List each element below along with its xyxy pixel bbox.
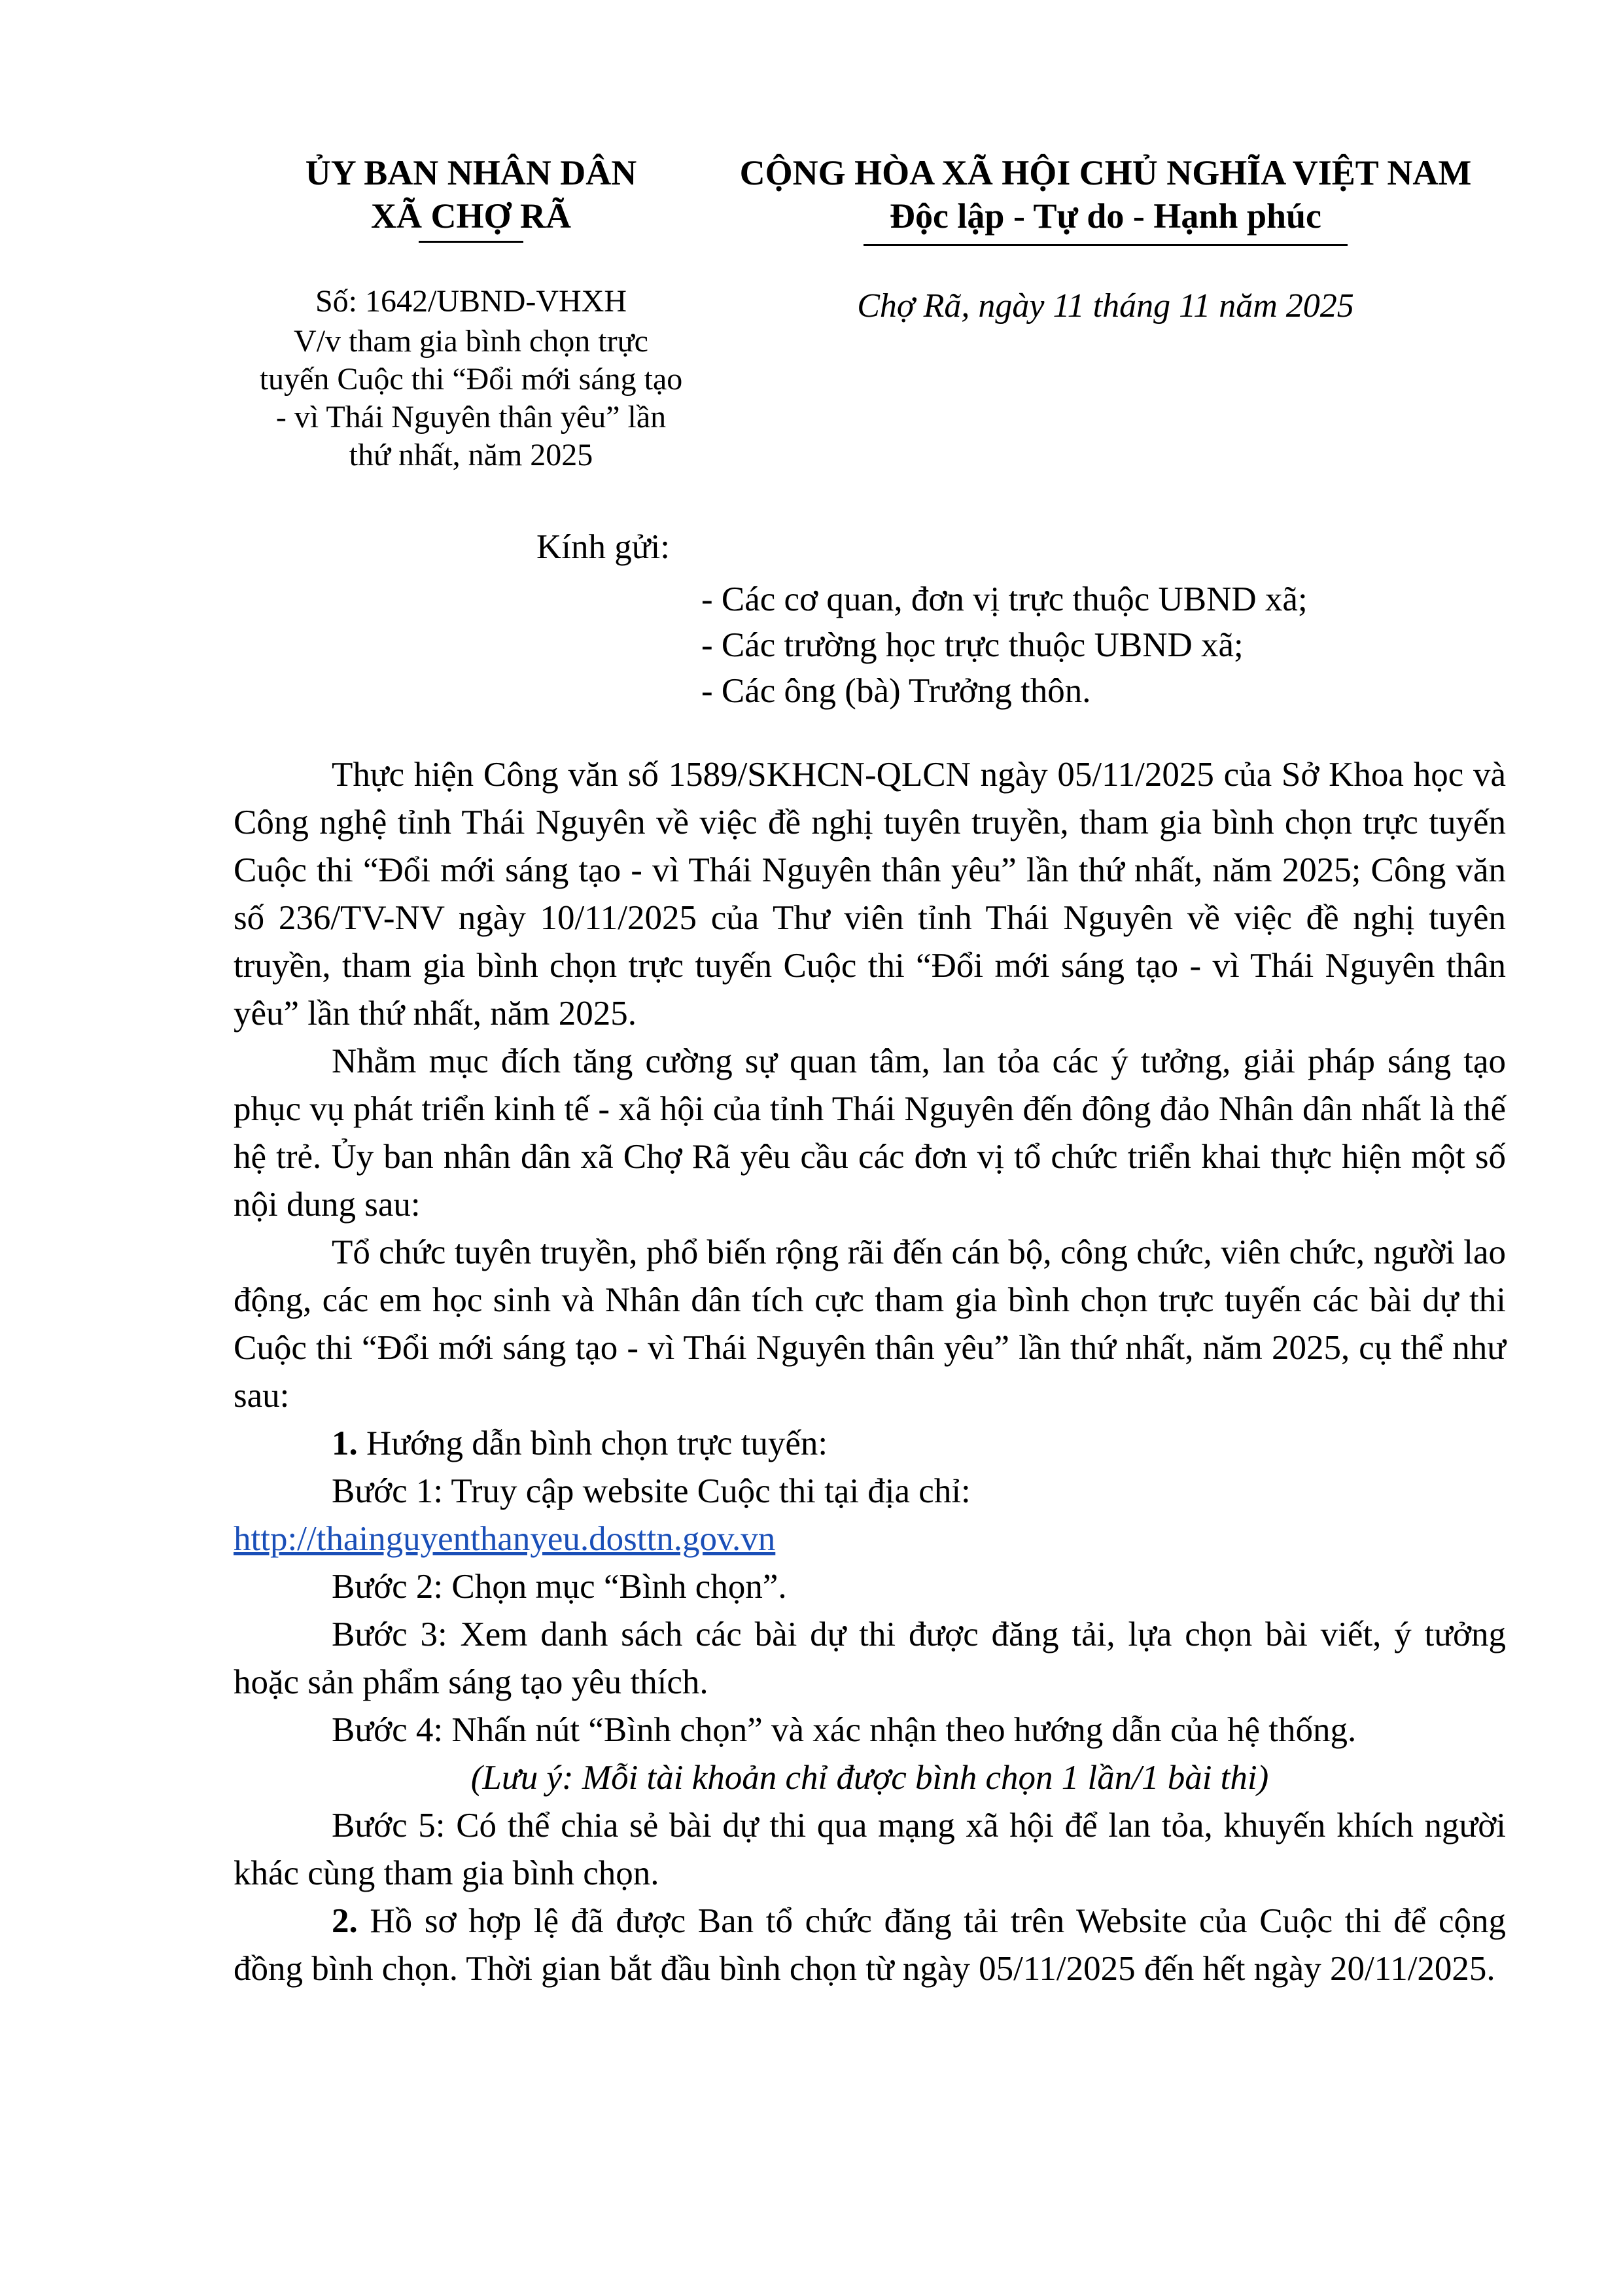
- step-3: Bước 3: Xem danh sách các bài dự thi được đăng tải, lựa chọn bài viết, ý tưởng hoặc sản phẩm sáng tạo yêu thích.: [234, 1616, 1506, 1701]
- step-1: Bước 1: Truy cập website Cuộc thi tại địa chỉ:: [332, 1472, 971, 1510]
- recipient-item: - Các cơ quan, đơn vị trực thuộc UBND xã;: [701, 580, 1308, 618]
- motto-underline: [864, 244, 1348, 246]
- subject-line: tuyến Cuộc thi “Đổi mới sáng tạo: [259, 362, 683, 397]
- step-4: Bước 4: Nhấn nút “Bình chọn” và xác nhận theo hướng dẫn của hệ thống.: [332, 1711, 1357, 1749]
- step-5: Bước 5: Có thể chia sẻ bài dự thi qua mạng xã hội để lan tỏa, khuyến khích người khác cùng tham gia bình chọn.: [234, 1807, 1506, 1892]
- subject-line: V/v tham gia bình chọn trực: [294, 324, 648, 359]
- agency-subname: XÃ CHỢ RÃ: [371, 196, 571, 236]
- nation-title: CỘNG HÒA XÃ HỘI CHỦ NGHĨA VIỆT NAM: [739, 153, 1472, 192]
- section-1-title: Hướng dẫn bình chọn trực tuyến:: [357, 1424, 828, 1462]
- recipient-item: - Các ông (bà) Trưởng thôn.: [701, 672, 1091, 710]
- agency-name: ỦY BAN NHÂN DÂN: [305, 153, 637, 192]
- section-2: [234, 1898, 1506, 1993]
- motto: Độc lập - Tự do - Hạnh phúc: [889, 196, 1322, 236]
- recipients-label: Kính gửi:: [536, 528, 670, 566]
- paragraph-purpose: Nhằm mục đích tăng cường sự quan tâm, lan tỏa các ý tưởng, giải pháp sáng tạo phục vụ phát triển kinh tế - xã hội của tỉnh Thái Nguyên đến đông đảo Nhân dân nhất là thế hệ trẻ. Ủy ban nhân dân xã Chợ Rã yêu cầu các đơn vị tổ chức triển khai thực hiện một số nội dung sau:: [234, 1042, 1506, 1224]
- paragraph-request: Tổ chức tuyên truyền, phổ biến rộng rãi đến cán bộ, công chức, viên chức, người lao động, các em học sinh và Nhân dân tích cực tham gia bình chọn trực tuyến các bài dự thi Cuộc thi “Đổi mới sáng tạo - vì Thái Nguyên thân yêu” lần thứ nhất, năm 2025, cụ thể như sau:: [234, 1233, 1506, 1415]
- subject-line: - vì Thái Nguyên thân yêu” lần: [275, 400, 667, 434]
- section-1-number: 1.: [332, 1424, 358, 1462]
- step-2: Bước 2: Chọn mục “Bình chọn”.: [332, 1568, 787, 1606]
- date-line: Chợ Rã, ngày 11 tháng 11 năm 2025: [857, 287, 1354, 325]
- subject-line: thứ nhất, năm 2025: [349, 438, 593, 472]
- doc-number: Số: 1642/UBND-VHXH: [315, 284, 627, 319]
- recipient-item: - Các trường học trực thuộc UBND xã;: [701, 626, 1244, 664]
- section-2-text: Hồ sơ hợp lệ đã được Ban tổ chức đăng tải trên Website của Cuộc thi để cộng đồng bình chọn. Thời gian bắt đầu bình chọn từ ngày 05/11/2025 đến hết ngày 20/11/2025.: [234, 1902, 1506, 1988]
- contest-website-link[interactable]: http://thainguyenthanyeu.dosttn.gov.vn: [234, 1520, 776, 1558]
- section-1-heading: [234, 1420, 1506, 1468]
- agency-underline: [419, 241, 523, 243]
- section-2-number: 2.: [332, 1902, 358, 1940]
- paragraph-legal-basis: Thực hiện Công văn số 1589/SKHCN-QLCN ngày 05/11/2025 của Sở Khoa học và Công nghệ tỉnh Thái Nguyên về việc đề nghị tuyên truyền, tham gia bình chọn trực tuyến Cuộc thi “Đổi mới sáng tạo - vì Thái Nguyên thân yêu” lần thứ nhất, năm 2025; Công văn số 236/TV-NV ngày 10/11/2025 của Thư viên tỉnh Thái Nguyên về việc đề nghị tuyên truyền, tham gia bình chọn trực tuyến Cuộc thi “Đổi mới sáng tạo - vì Thái Nguyên thân yêu” lần thứ nhất, năm 2025.: [234, 756, 1506, 1033]
- voting-note: (Lưu ý: Mỗi tài khoản chỉ được bình chọn 1 lần/1 bài thi): [470, 1759, 1269, 1797]
